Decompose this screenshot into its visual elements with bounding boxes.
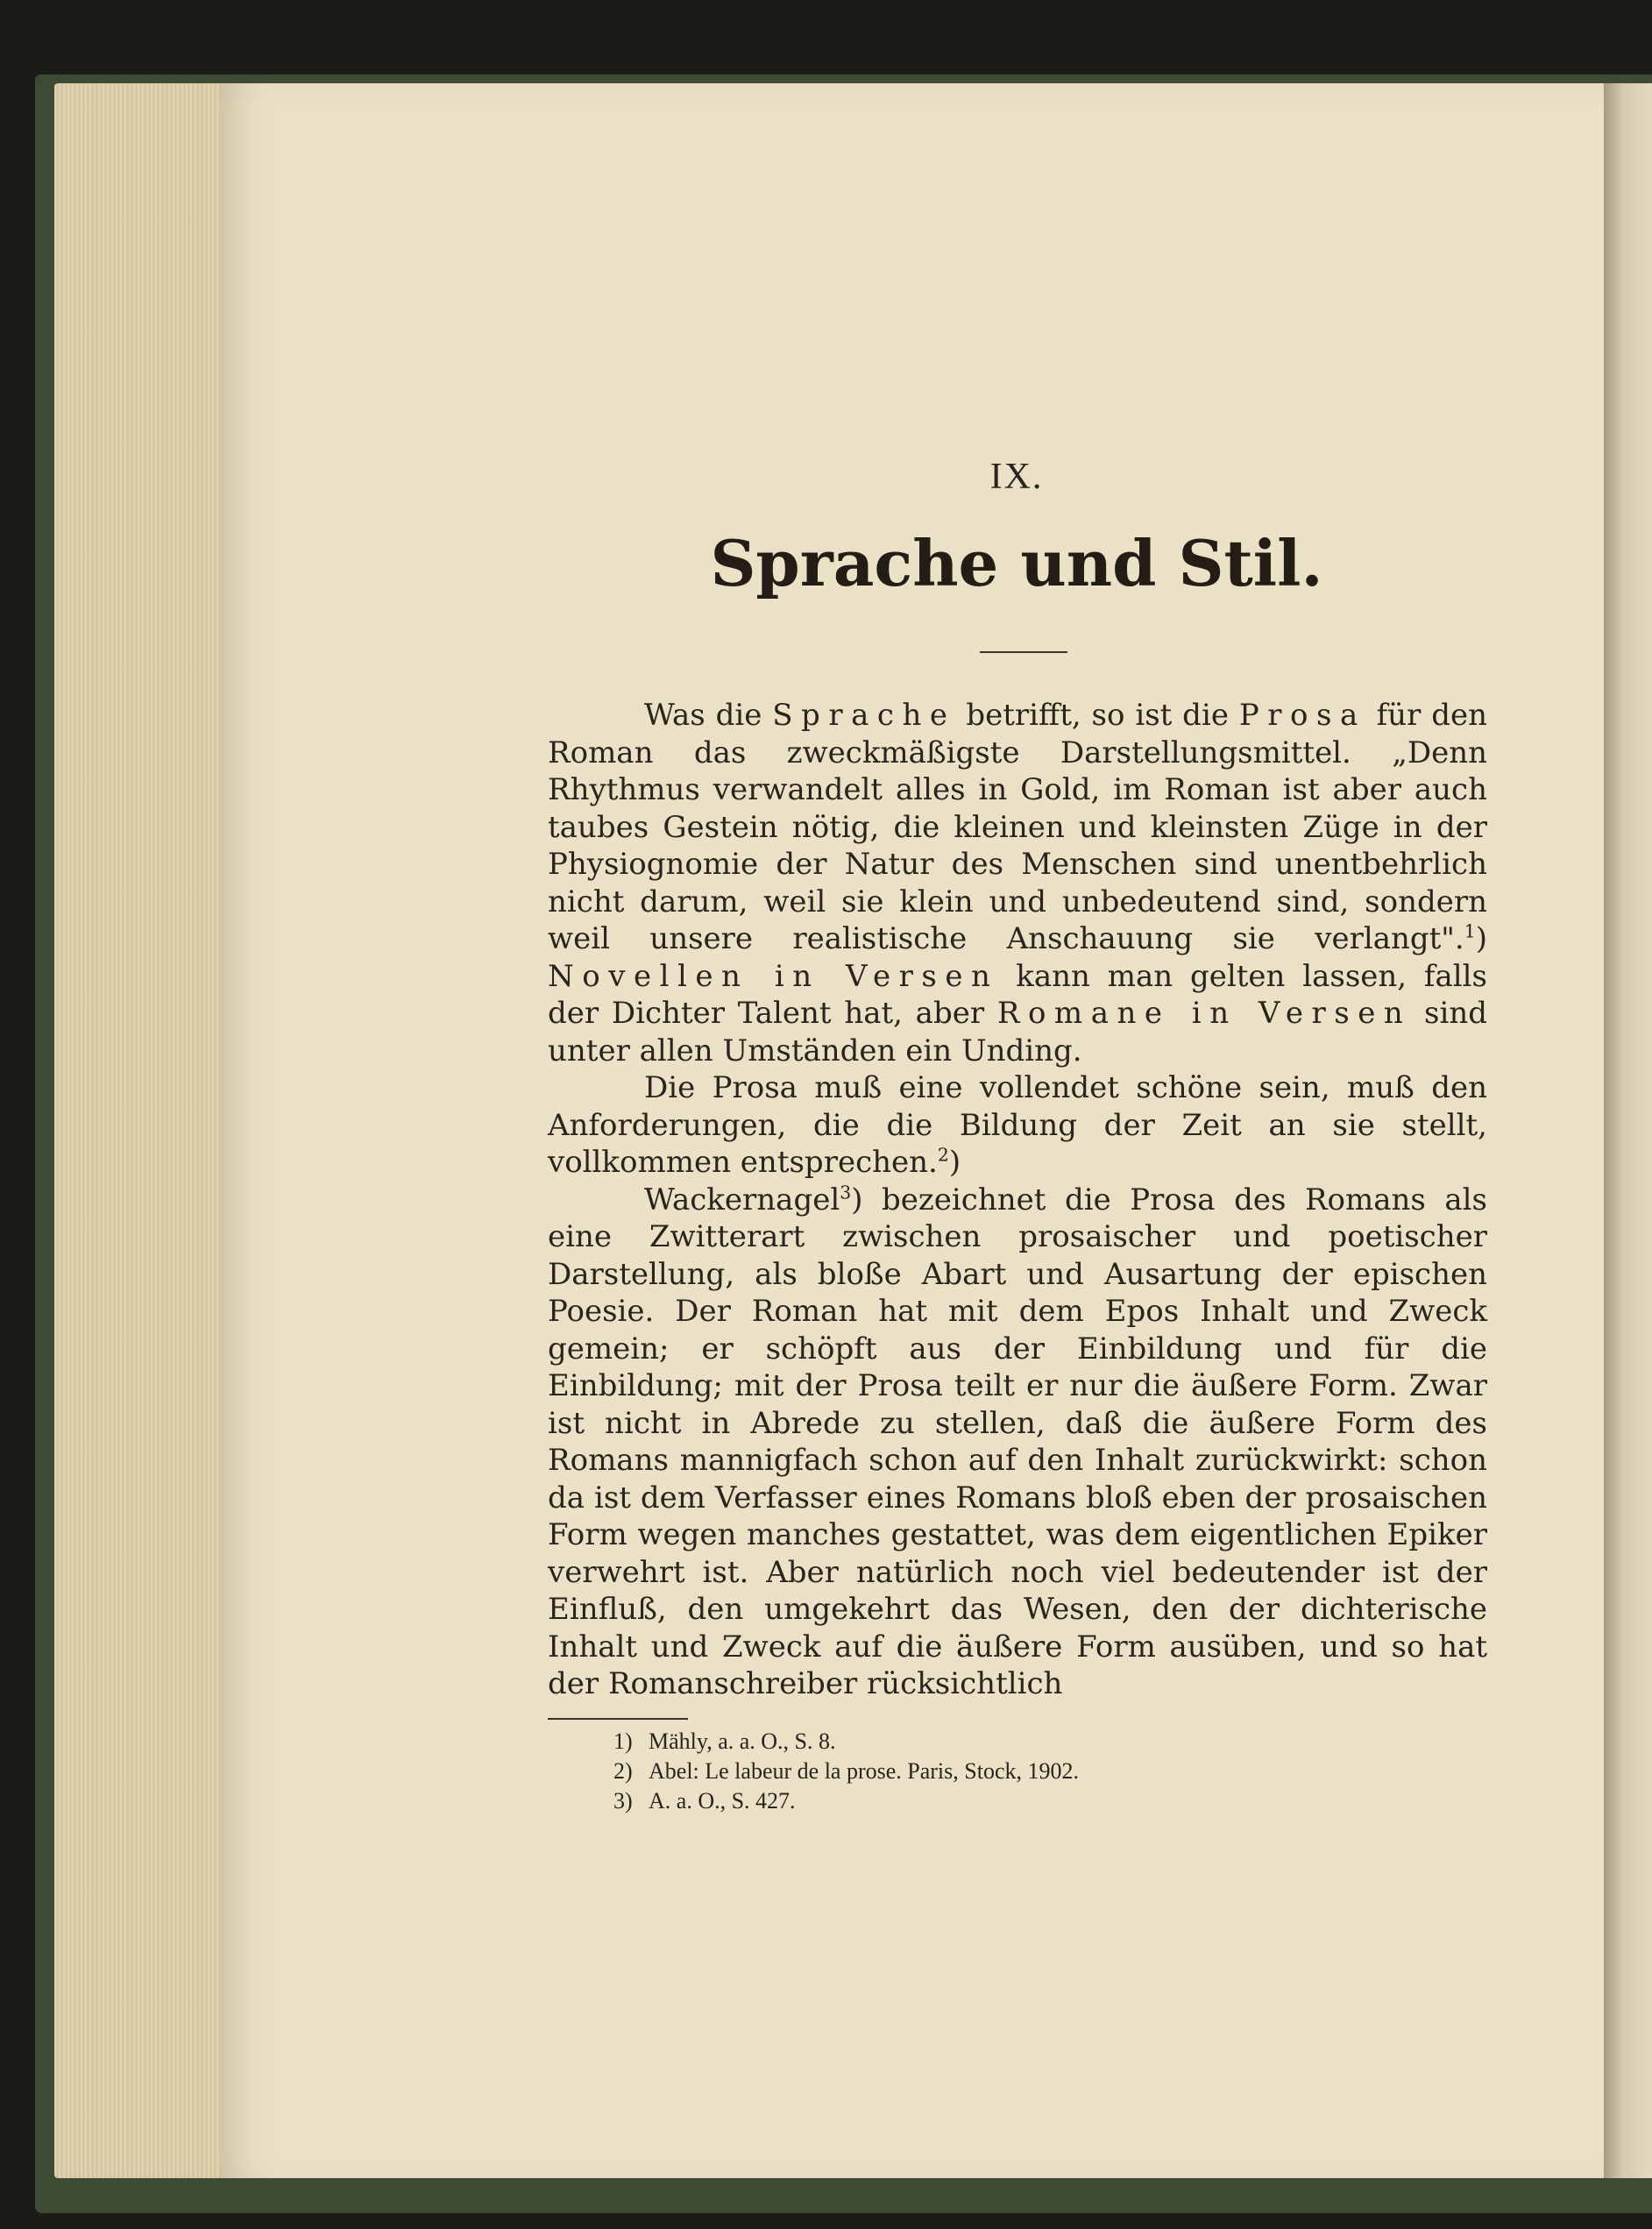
emphasized-text: Romane in Versen	[996, 996, 1412, 1031]
emphasized-text: Sprache	[772, 698, 956, 733]
footnote-text: Abel: Le labeur de la prose. Paris, Stock, 1902.	[649, 1758, 1079, 1784]
footnote-text: Mähly, a. a. O., S. 8.	[649, 1729, 836, 1754]
text-run: Die Prosa muß eine vollendet schöne sein, muß den Anforderungen, die die Bildung der Zeit an sie stellt, vollkommen entsprechen.	[548, 1070, 1487, 1180]
book-gutter	[1604, 83, 1652, 2178]
footnote-reference: 3	[840, 1182, 852, 1203]
paragraph-2	[548, 1069, 1487, 1182]
footnotes	[613, 1727, 1402, 1816]
footnote-mark: 3)	[613, 1788, 633, 1814]
paragraph-1	[548, 697, 1487, 1069]
text-run: sind unter allen Umständen ein Unding.	[548, 996, 1487, 1068]
footnote-text: A. a. O., S. 427.	[649, 1788, 796, 1814]
text-run: Was die	[644, 698, 773, 733]
chapter-number: IX.	[989, 457, 1044, 497]
text-run: ) bezeichnet die Prosa des Romans als eine Zwitterart zwischen prosaischer und poetischer Darstellung, als bloße Abart und Ausartung der epischen Poesie. Der Roman hat mit dem Epos Inhalt und Zweck gemein; er schöpft aus der Einbildung und für die Einbildung; mit der Prosa teilt er nur die äußere Form. Zwar ist nicht in Abrede zu stellen, daß die äußere Form des Romans mannigfach schon auf den Inhalt zurückwirkt: schon da ist dem Verfasser eines Romans bloß eben der prosaischen Form wegen manches gestattet, was dem eigentlichen Epiker verwehrt ist. Aber natürlich noch viel bedeutender ist der Einfluß, den umgekehrt das Wesen, den der dichterische Inhalt und Zweck auf die äußere Form ausüben, und so hat der Romanschreiber rücksichtlich	[548, 1182, 1487, 1701]
footnote-1	[613, 1727, 1402, 1757]
footnote-reference: 2	[937, 1144, 949, 1166]
footnote-mark: 2)	[613, 1758, 633, 1784]
emphasized-text: Prosa	[1238, 698, 1366, 733]
body-text	[548, 697, 1487, 1703]
text-run: für den Roman das zweckmäßigste Darstellungsmittel. „Denn Rhythmus verwandelt alles in Gold, im Roman ist aber auch taubes Gestein nötig, die kleinen und kleinsten Züge in der Physiognomie der Natur des Menschen sind unentbehrlich nicht darum, weil sie klein und unbedeutend sind, sondern weil unsere realistische Anschauung sie verlangt".	[548, 698, 1487, 956]
paragraph-3	[548, 1182, 1487, 1703]
emphasized-text: Novellen in Versen	[548, 958, 999, 994]
footnote-3	[613, 1786, 1402, 1816]
text-run: betrifft, so ist die	[955, 698, 1239, 733]
text-run: )	[1475, 921, 1487, 956]
footnote-mark: 1)	[613, 1729, 633, 1754]
footnote-divider	[548, 1718, 688, 1720]
footnote-2	[613, 1757, 1402, 1786]
chapter-title: Sprache und Stil.	[710, 526, 1323, 600]
title-divider	[980, 651, 1067, 653]
footnote-reference: 1	[1464, 920, 1476, 942]
text-run: Wackernagel	[644, 1182, 840, 1217]
text-run: )	[948, 1145, 961, 1180]
text-run: kann man gelten lassen, falls der Dichter Talent hat, aber	[548, 958, 1487, 1031]
